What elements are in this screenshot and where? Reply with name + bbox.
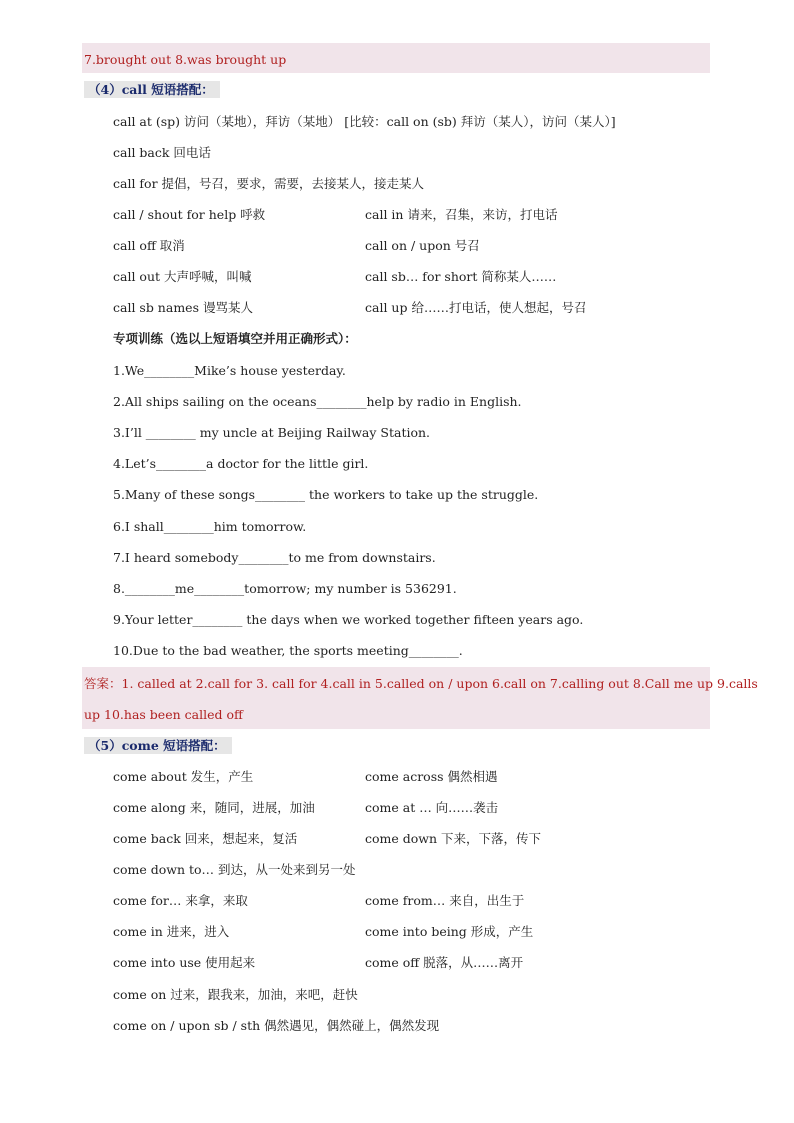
call-answer-line-1: 答案：1. called at 2.call for 3. call for 4.call in 5.called on / upon 6.call on 7.calling out 8.Call me up 9.calls (84, 676, 758, 691)
come-row-1-left: come about 发生，产生 (113, 769, 254, 784)
come-row-2-left: come along 来，随同，进展，加油 (113, 800, 315, 815)
exercise-item-3: 3.I’ll ________ my uncle at Beijing Railway Station. (113, 425, 431, 440)
come-row-6-left: come in 进来，进入 (113, 924, 230, 939)
come-section-heading: （5）come 短语搭配： (84, 737, 232, 754)
call-row-6-left: call out 大声呼喊，叫喊 (113, 269, 252, 284)
come-row-6-right: come into being 形成，产生 (365, 924, 534, 939)
call-row-2: call back 回电话 (113, 145, 211, 160)
call-row-4-right: call in 请来，召集，来访，打电话 (365, 207, 558, 222)
exercise-item-7: 7.I heard somebody________to me from downstairs. (113, 550, 436, 565)
come-row-2-right: come at … 向……袭击 (365, 800, 499, 815)
exercise-item-4: 4.Let’s________a doctor for the little girl. (113, 456, 369, 471)
exercise-title: 专项训练（选以上短语填空并用正确形式）： (113, 331, 357, 346)
exercise-item-1: 1.We________Mike’s house yesterday. (113, 363, 346, 378)
top-answer: 7.brought out 8.was brought up (84, 52, 287, 67)
call-row-4-left: call / shout for help 呼救 (113, 207, 266, 222)
call-row-1: call at (sp) 访问（某地），拜访（某地） [比较：call on (sb) 拜访（某人），访问（某人）] (113, 114, 616, 129)
exercise-item-5: 5.Many of these songs________ the workers to take up the struggle. (113, 487, 539, 502)
call-answer-line-2: up 10.has been called off (84, 707, 243, 722)
come-row-5-right: come from… 来自，出生于 (365, 893, 525, 908)
call-row-5-left: call off 取消 (113, 238, 185, 253)
come-row-5-left: come for… 来拿，来取 (113, 893, 248, 908)
call-row-5-right: call on / upon 号召 (365, 238, 480, 253)
exercise-item-2: 2.All ships sailing on the oceans________help by radio in English. (113, 394, 522, 409)
come-row-7-left: come into use 使用起来 (113, 955, 256, 970)
come-row-1-right: come across 偶然相遇 (365, 769, 498, 784)
come-row-7-right: come off 脱落，从……离开 (365, 955, 524, 970)
exercise-item-9: 9.Your letter________ the days when we worked together fifteen years ago. (113, 612, 584, 627)
call-row-7-right: call up 给……打电话，使人想起，号召 (365, 300, 587, 315)
come-row-9: come on / upon sb / sth 偶然遇见，偶然碰上，偶然发现 (113, 1018, 440, 1033)
call-row-7-left: call sb names 谩骂某人 (113, 300, 253, 315)
call-row-6-right: call sb… for short 简称某人…… (365, 269, 557, 284)
come-row-8: come on 过来，跟我来，加油，来吧，赶快 (113, 987, 358, 1002)
come-row-3-right: come down 下来，下落，传下 (365, 831, 542, 846)
exercise-item-6: 6.I shall________him tomorrow. (113, 519, 307, 534)
call-section-heading: （4）call 短语搭配： (84, 81, 220, 98)
call-row-3: call for 提倡，号召，要求，需要，去接某人，接走某人 (113, 176, 425, 191)
exercise-item-10: 10.Due to the bad weather, the sports meeting________. (113, 643, 463, 658)
come-row-4: come down to… 到达，从一处来到另一处 (113, 862, 356, 877)
come-row-3-left: come back 回来，想起来，复活 (113, 831, 298, 846)
exercise-item-8: 8.________me________tomorrow; my number is 536291. (113, 581, 457, 596)
